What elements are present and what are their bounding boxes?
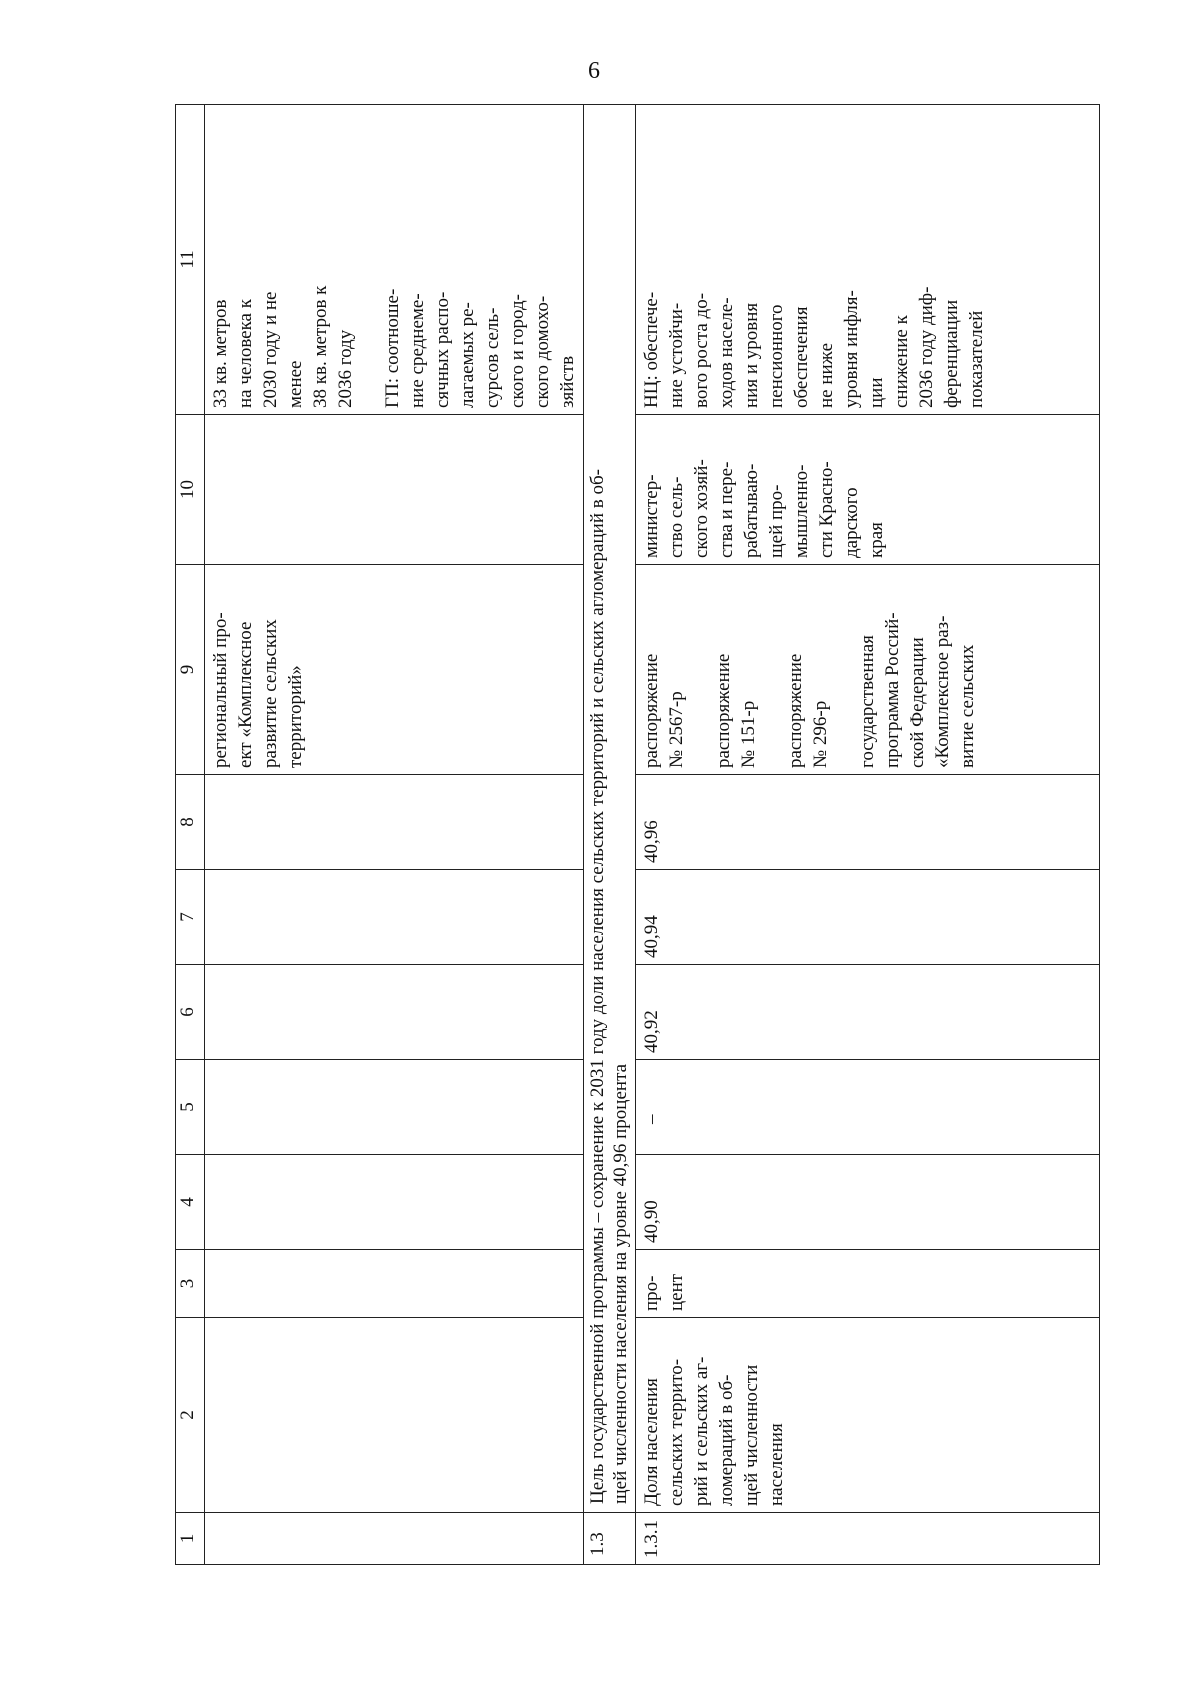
goal-text: Цель государственной программы – сохранение к 2031 году доли населения сельских территорий и сельских агломераций в об- щей численности населения на уровне 40,96 процента [584,105,636,1513]
indicator-row [636,105,1100,1565]
col-number: 3 [176,1250,205,1318]
target-text: 33 кв. метров на человека к 2030 году и не менее 38 кв. метров к 2036 году [210,285,356,408]
indicator-number: 1.3.1 [636,1513,1100,1565]
spacer [761,571,783,768]
col-number: 2 [176,1318,205,1513]
cell [205,965,584,1060]
document-item: государственная программа Россий- ской Федерации «Комплексное раз- витие сельских [857,612,978,768]
documents-cell [636,565,1100,775]
col-number: 11 [176,105,205,415]
value-col8: 40,96 [636,775,1100,870]
document-item: распоряжение № 151-р [713,653,759,768]
target-cell [205,105,584,415]
document-item: распоряжение № 296-р [785,653,831,768]
responsible-cell: министер- ство сель- ского хозяй- ства и пере- рабатываю- щей про- мышленно- сти Красно- дарского края [636,415,1100,565]
col-number: 8 [176,775,205,870]
cell [205,1318,584,1513]
value-col4: 40,90 [636,1155,1100,1250]
col-number: 5 [176,1060,205,1155]
col-number: 10 [176,415,205,565]
cell [205,1060,584,1155]
cell [205,415,584,565]
spacer [358,111,380,408]
cell [205,1513,584,1565]
rotated-table-wrapper [175,105,1100,1565]
col-number: 9 [176,565,205,775]
value-col7: 40,94 [636,870,1100,965]
indicator-table [175,104,1100,1565]
document-item: распоряжение № 2567-р [641,653,687,768]
cell [205,1250,584,1318]
value-col6: 40,92 [636,965,1100,1060]
cell [205,775,584,870]
cell [205,870,584,965]
page-number: 6 [588,58,600,84]
cell [205,1155,584,1250]
goal-row [584,105,636,1565]
value-col5: – [636,1060,1100,1155]
indicator-name: Доля населения сельских террито- рий и сельских аг- ломераций в об- щей численности населения [636,1318,1100,1513]
indicator-unit: про- цент [636,1250,1100,1318]
gp-text: ГП: соотноше- ние среднеме- сячных распо- лагаемых ре- сурсов сель- ского и город- ского домохо- зяйств [382,288,578,408]
regional-project-cell: региональный про- ект «Комплексное развитие сельских территорий» [205,565,584,775]
goal-number: 1.3 [584,1513,636,1565]
spacer [689,571,711,768]
col-number: 4 [176,1155,205,1250]
col-number: 6 [176,965,205,1060]
continuation-row [205,105,584,1565]
national-goal-cell: НЦ: обеспече- ние устойчи- вого роста до- ходов населе- ния и уровня пенсионного обеспечения не ниже уровня инфля- ции снижение к 2036 году диф- ференциации показателей [636,105,1100,415]
spacer [833,571,855,768]
column-number-row [176,105,205,1565]
col-number: 7 [176,870,205,965]
col-number: 1 [176,1513,205,1565]
